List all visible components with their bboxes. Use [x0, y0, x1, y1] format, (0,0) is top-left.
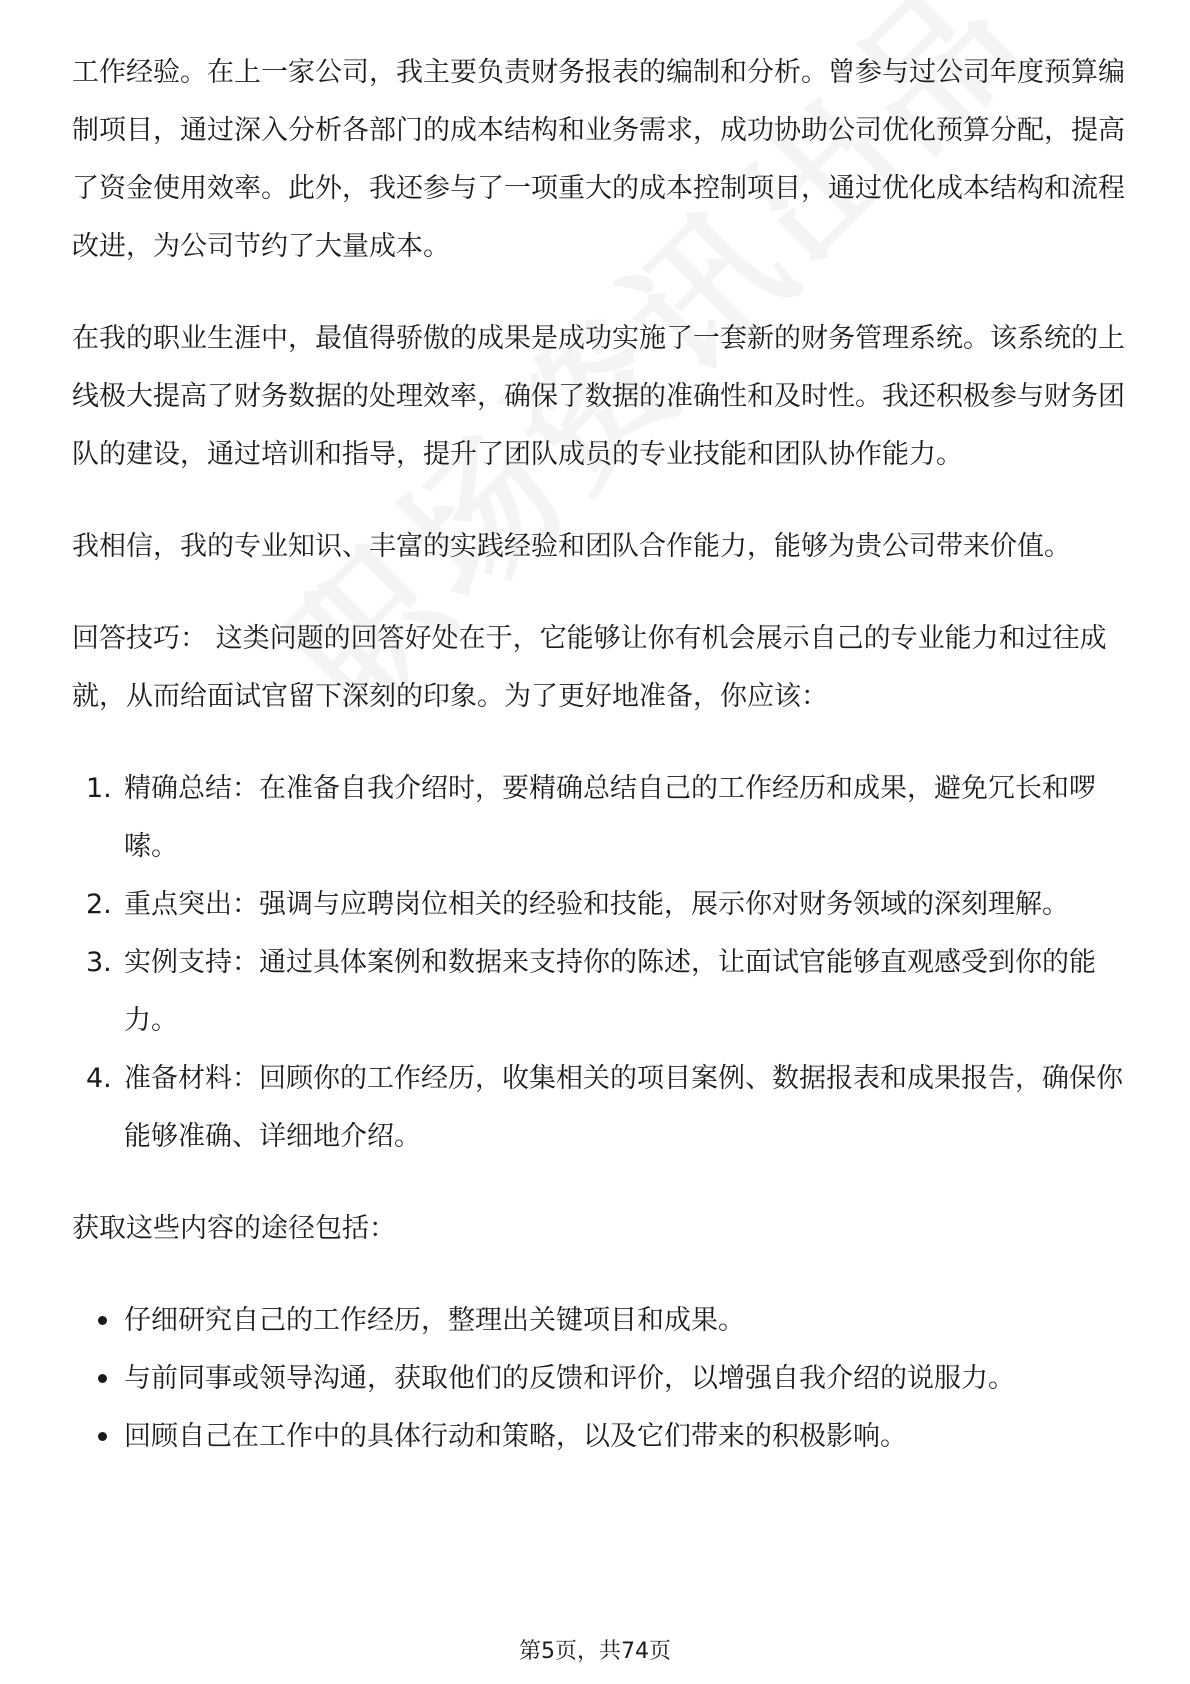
document-body [72, 44, 1132, 1500]
list-item: 2. 重点突出：强调与应聘岗位相关的经验和技能，展示你对财务领域的深刻理解。 [86, 889, 1069, 920]
tips-list [72, 760, 1132, 1166]
paragraph-answer-tips: 回答技巧： 这类问题的回答好处在于，它能够让你有机会展示自己的专业能力和过往成就，从而给面试官留下深刻的印象。为了更好地准备，你应该： [72, 623, 1107, 712]
bullet-icon [98, 1316, 107, 1325]
list-item: 3. 实例支持：通过具体案例和数据来支持你的陈述，让面试官能够直观感受到你的能力。 [86, 947, 1096, 1036]
bullet-icon [98, 1374, 107, 1383]
page-footer: 第5页，共74页 [519, 1639, 671, 1664]
list-item: 仔细研究自己的工作经历，整理出关键项目和成果。 [72, 1292, 1132, 1350]
paragraph-value: 我相信，我的专业知识、丰富的实践经验和团队合作能力，能够为贵公司带来价值。 [72, 531, 1071, 562]
bullet-icon [98, 1432, 107, 1441]
list-item: 4. 准备材料：回顾你的工作经历，收集相关的项目案例、数据报表和成果报告，确保你能够准确、详细地介绍。 [86, 1063, 1123, 1152]
ways-list [72, 1292, 1132, 1466]
ways-heading: 获取这些内容的途径包括： [72, 1213, 396, 1244]
list-item: 回顾自己在工作中的具体行动和策略，以及它们带来的积极影响。 [72, 1408, 1132, 1466]
list-item: 与前同事或领导沟通，获取他们的反馈和评价，以增强自我介绍的说服力。 [72, 1350, 1132, 1408]
paragraph-achievement: 在我的职业生涯中，最值得骄傲的成果是成功实施了一套新的财务管理系统。该系统的上线极大提高了财务数据的处理效率，确保了数据的准确性和及时性。我还积极参与财务团队的建设，通过培训和指导，提升了团队成员的专业技能和团队协作能力。 [72, 323, 1125, 470]
list-item: 1. 精确总结：在准备自我介绍时，要精确总结自己的工作经历和成果，避免冗长和啰嗦。 [86, 773, 1096, 862]
paragraph-work-experience: 工作经验。在上一家公司，我主要负责财务报表的编制和分析。曾参与过公司年度预算编制项目，通过深入分析各部门的成本结构和业务需求，成功协助公司优化预算分配，提高了资金使用效率。此外，我还参与了一项重大的成本控制项目，通过优化成本结构和流程改进，为公司节约了大量成本。 [72, 57, 1125, 262]
